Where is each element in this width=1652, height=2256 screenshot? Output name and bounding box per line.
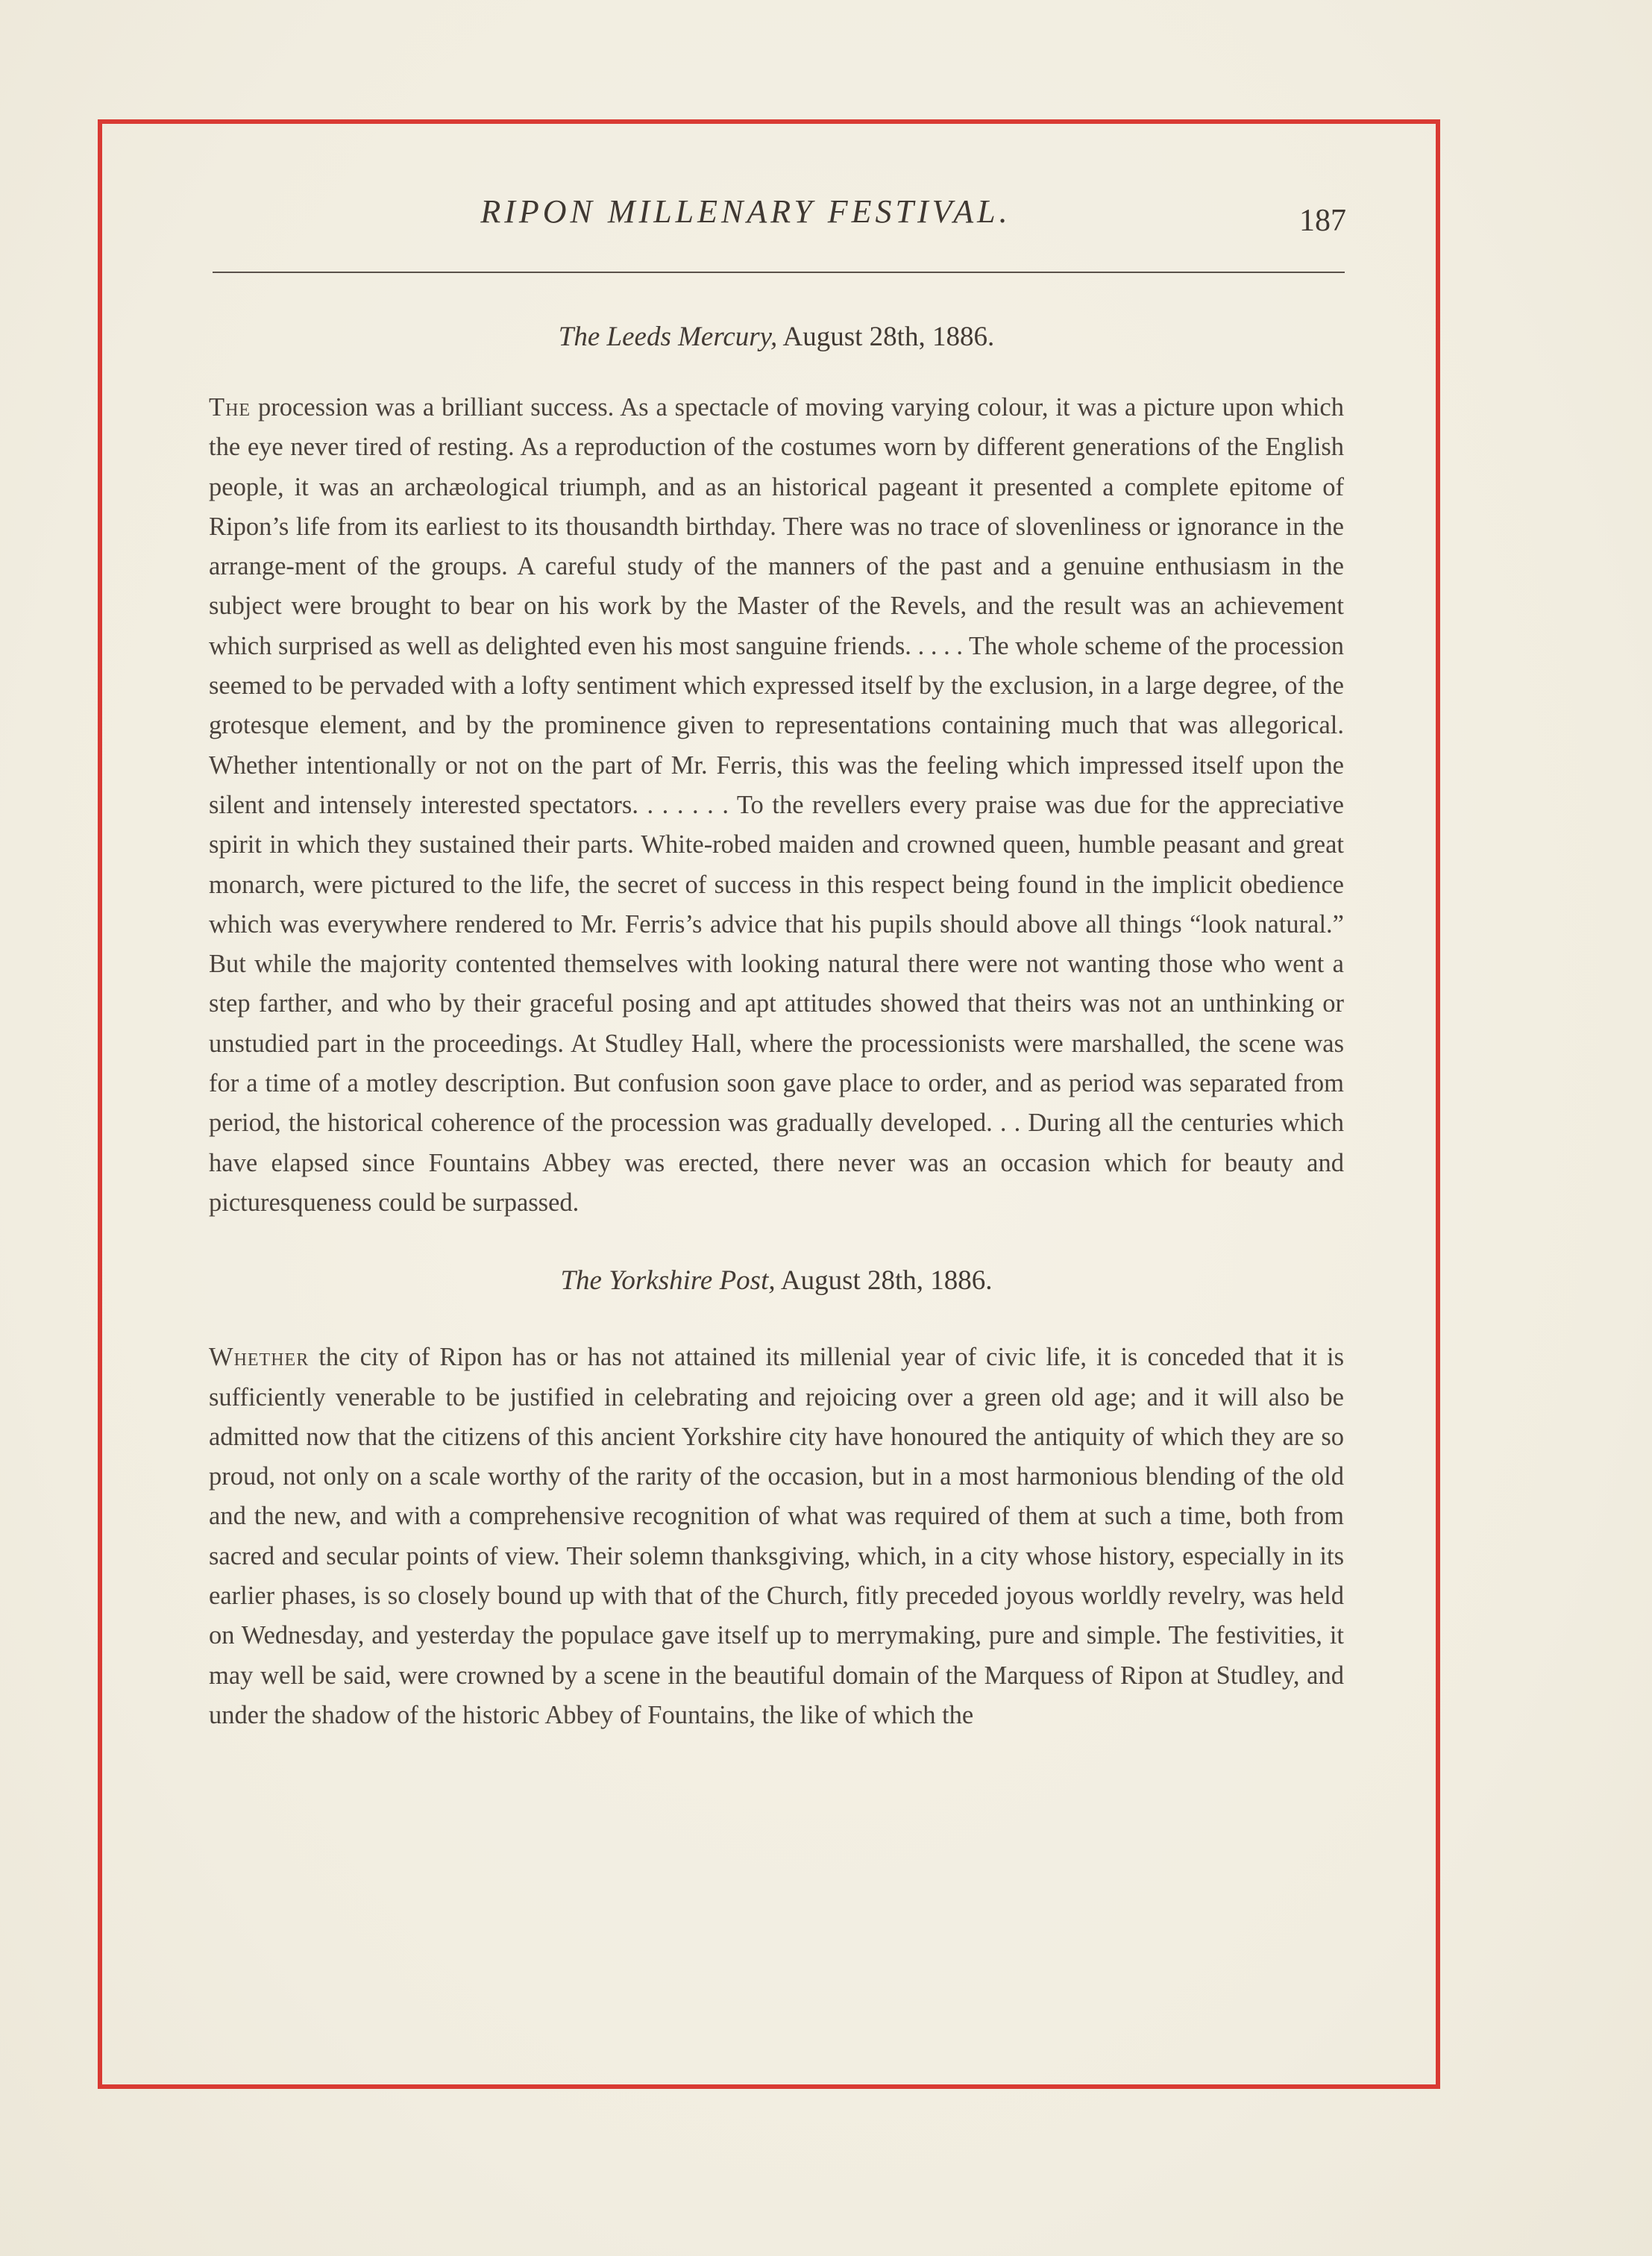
source-date: August 28th, 1886. xyxy=(780,1265,993,1297)
running-head xyxy=(213,192,1346,245)
page-number: 187 xyxy=(1299,204,1346,238)
article-paragraph xyxy=(209,388,1344,1223)
section-source-yorkshire-post xyxy=(209,1263,1344,1299)
source-date: August 28th, 1886. xyxy=(782,322,995,352)
article-body: procession was a brilliant success. As a spectacle of moving varying colour, it was a picture upon which the eye never tired of resting. As a reproduction of the costumes worn by different generations of the English people, it was an archæological triumph, and as an historical pageant it presented a complete epitome of Ripon’s life from its earliest to its thousandth birthday. There was no trace of slovenliness or ignorance in the arrange-ment of the groups. A careful study of the manners of the past and a genuine enthusiasm in the subject were brought to bear on his work by the Master of the Revels, and the result was an achievement which surprised as well as delighted even his most sanguine friends. . . . . The whole scheme of the procession seemed to be pervaded with a lofty sentiment which expressed itself by the exclusion, in a large degree, of the grotesque element, and by the prominence given to representations containing much that was allegorical. Whether intentionally or not on the part of Mr. Ferris, this was the feeling which impressed itself upon the silent and intensely interested spectators. . . . . . . To the revellers every praise was due for the appreciative spirit in which they sustained their parts. White-robed maiden and crowned queen, humble peasant and great monarch, were pictured to the life, the secret of success in this respect being found in the implicit obedience which was everywhere rendered to Mr. Ferris’s advice that his pupils should above all things “look natural.” But while the majority contented themselves with looking natural there were not wanting those who went a step farther, and who by their graceful posing and apt attitudes showed that theirs was not an unthinking or unstudied part in the proceedings. At Studley Hall, where the processionists were marshalled, the scene was for a time of a motley description. But confusion soon gave place to order, and as period was separated from period, the historical coherence of the procession was gradually developed. . . During all the centuries which have elapsed since Fountains Abbey was erected, there never was an occasion which for beauty and picturesqueness could be surpassed. xyxy=(209,393,1344,1217)
article-paragraph xyxy=(209,1338,1344,1735)
section-source-leeds-mercury xyxy=(209,319,1344,355)
running-title: RIPON MILLENARY FESTIVAL. xyxy=(480,193,1011,230)
source-title: The Yorkshire Post, xyxy=(560,1265,776,1297)
lead-word: Whether xyxy=(209,1343,310,1372)
header-rule xyxy=(213,272,1345,273)
source-title: The Leeds Mercury, xyxy=(558,322,778,352)
lead-word: The xyxy=(209,393,251,422)
article-body: the city of Ripon has or has not attained its millenial year of civic life, it is conceded that it is sufficiently venerable to be justified in celebrating and rejoicing over a green old age; and it will also be admitted now that the citizens of this ancient Yorkshire city have honoured the antiquity of which they are so proud, not only on a scale worthy of the rarity of the occasion, but in a most harmonious blending of the old and the new, and with a comprehensive recognition of what was required of them at such a time, both from sacred and secular points of view. Their solemn thanksgiving, which, in a city whose history, especially in its earlier phases, is so closely bound up with that of the Church, fitly preceded joyous worldly revelry, was held on Wednesday, and yesterday the populace gave itself up to merrymaking, pure and simple. The festivities, it may well be said, were crowned by a scene in the beautiful domain of the Marquess of Ripon at Studley, and under the shadow of the historic Abbey of Fountains, the like of which the xyxy=(209,1343,1344,1729)
page-content xyxy=(209,298,1344,1735)
